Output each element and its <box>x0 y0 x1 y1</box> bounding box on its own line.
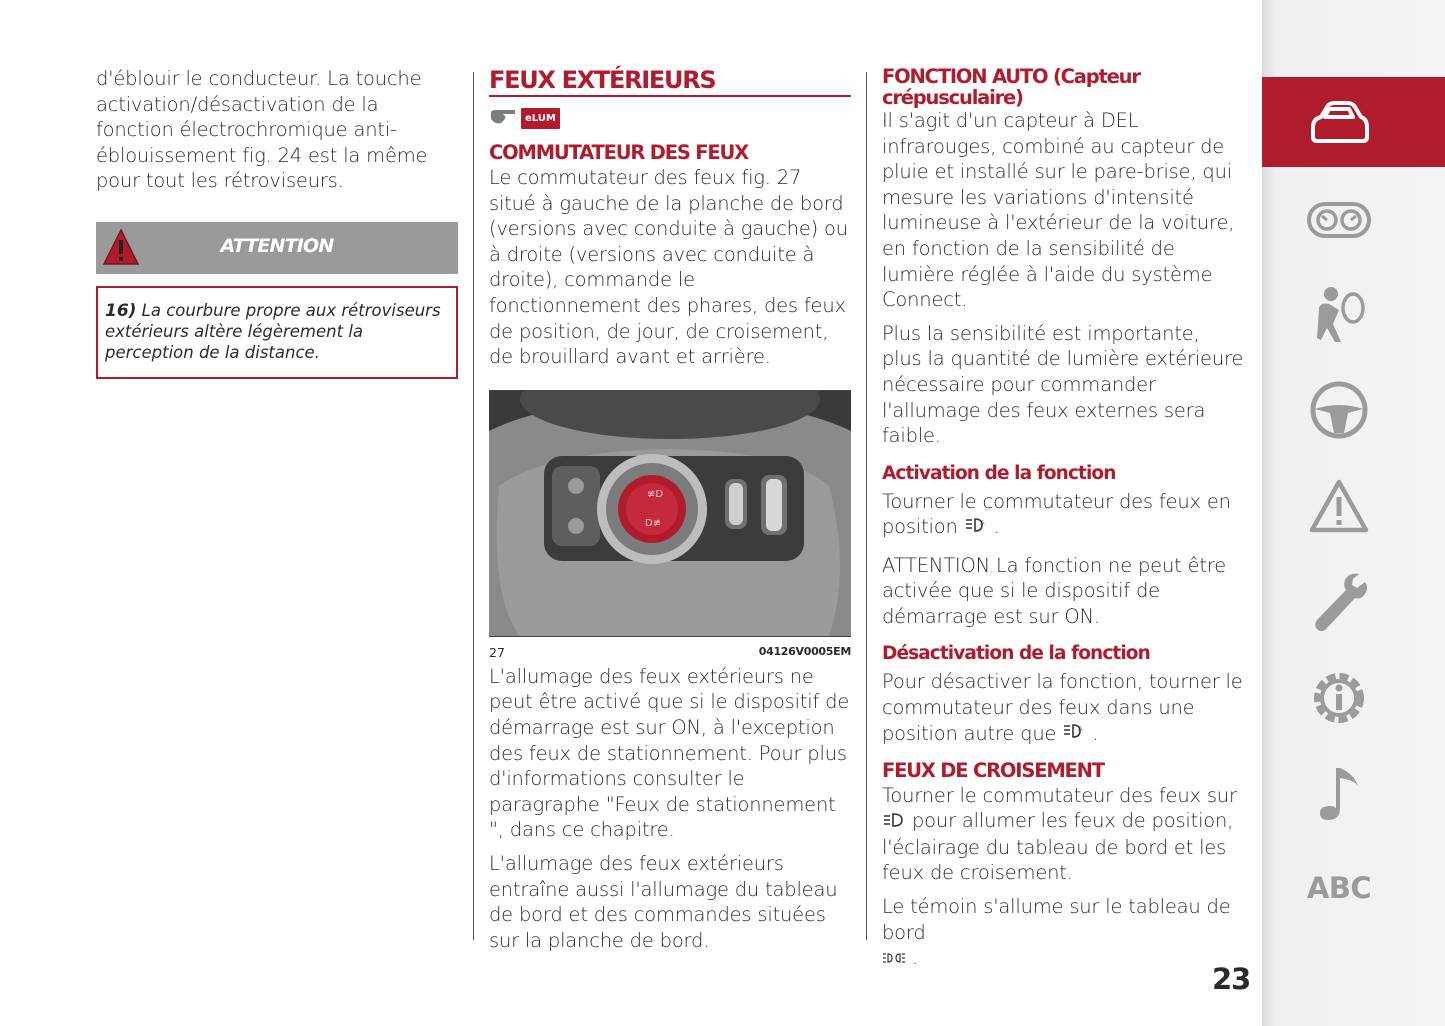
column-middle <box>489 66 851 961</box>
svg-text:D≢: D≢ <box>645 517 662 529</box>
elum-tag <box>489 107 851 129</box>
music-note-icon[interactable] <box>1300 759 1378 829</box>
croisement-text-post: pour allumer les feux de position, l'éclairage du tableau de bord et les feux de croisement. <box>882 809 1234 885</box>
paragraph: Il s'agit d'un capteur à DEL infrarouges, combiné au capteur de pluie et installé sur le pare-brise, qui mesure les variations d'intensité lumineuse à l'extérieur de la voiture, en fonction de la sensibilité de lumière réglée à l'aide du système Connect. <box>882 109 1235 312</box>
deactivation-title: Désactivation de la fonction <box>882 643 1150 665</box>
attention-banner <box>96 222 458 274</box>
activation-title: Activation de la fonction <box>882 462 1116 484</box>
paragraph <box>882 669 1244 746</box>
period: . <box>993 515 1000 539</box>
steering-wheel-icon[interactable] <box>1300 375 1378 445</box>
activation-text: Tourner le commutateur des feux en position <box>882 489 1231 539</box>
auto-lights-icon <box>1062 721 1086 747</box>
svg-text:A: A <box>979 519 985 528</box>
paragraph <box>882 783 1244 886</box>
figure-caption <box>489 645 851 660</box>
column-left <box>96 66 458 379</box>
wrench-icon[interactable] <box>1300 567 1378 637</box>
svg-text:A: A <box>1078 725 1083 734</box>
paragraph: ATTENTION La fonction ne peut être activée que si le dispositif de démarrage est sur ON. <box>882 553 1227 628</box>
croisement-text2: Le témoin s'allume sur le tableau de bord <box>882 894 1231 944</box>
abc-index-label[interactable]: ABC <box>1306 871 1372 905</box>
section-title: FEUX EXTÉRIEURS <box>489 66 851 97</box>
subsection-title: COMMUTATEUR DES FEUX <box>489 141 749 164</box>
period: . <box>1092 721 1099 745</box>
paragraph <box>882 894 1244 971</box>
deactivation-text: Pour désactiver la fonction, tourner le commutateur des feux dans une position autre que <box>882 670 1243 745</box>
period: . <box>912 946 918 970</box>
hand-pointer-icon <box>489 107 517 129</box>
car-icon[interactable] <box>1300 87 1378 157</box>
figure-number: 27 <box>489 644 505 660</box>
svg-text:≢D: ≢D <box>647 488 664 500</box>
paragraph: L'allumage des feux extérieurs entraîne aussi l'allumage du tableau de bord et des commandes situées sur la planche de bord. <box>489 851 838 952</box>
paragraph <box>882 489 1244 541</box>
attention-label: ATTENTION <box>220 234 334 257</box>
column-divider <box>866 72 867 940</box>
croisement-text-pre: Tourner le commutateur des feux sur <box>882 783 1237 807</box>
croisement-title: FEUX DE CROISEMENT <box>882 758 1104 782</box>
elum-badge: eLUM <box>521 108 560 129</box>
column-right <box>882 66 1244 979</box>
column-divider <box>473 72 474 940</box>
page-number: 23 <box>1212 962 1251 996</box>
light-switch-figure <box>489 390 851 637</box>
airbag-person-icon[interactable] <box>1300 279 1378 349</box>
intro-paragraph: d'éblouir le conducteur. La touche activation/désactivation de la fonction électrochromique anti-éblouissement fig. 24 est la même pour tout les rétroviseurs. <box>96 67 428 193</box>
figure-code: 04126V0005EM <box>758 644 851 658</box>
gauges-icon[interactable] <box>1300 185 1378 255</box>
paragraph: L'allumage des feux extérieurs ne peut être activé que si le dispositif de démarrage est sur ON, à l'exception des feux de stationnement. Pour plus d'informations consulter le paragraphe "Feux de stationnement ", dans ce chapitre. <box>489 664 850 842</box>
section-title: FONCTION AUTO (Capteur crépusculaire) <box>882 65 1140 109</box>
auto-lights-icon <box>964 515 988 541</box>
note-box <box>96 286 458 379</box>
note-number: 16) <box>105 300 137 321</box>
paragraph: Plus la sensibilité est importante, plus la quantité de lumière extérieure nécessaire pour commander l'allumage des feux externes sera faible. <box>882 321 1244 448</box>
low-beam-icon <box>882 809 906 835</box>
gear-info-icon[interactable] <box>1300 663 1378 733</box>
position-lights-telltale-icon <box>882 946 906 972</box>
paragraph: Le commutateur des feux fig. 27 situé à gauche de la planche de bord (versions avec conduite à gauche) ou à droite (versions avec conduite à droite), commande le fonctionnement des phares, des feux de position, de jour, de croisement, de brouillard avant et arrière. <box>489 166 848 369</box>
warning-triangle-icon[interactable] <box>1300 471 1378 541</box>
note-text: La courbure propre aux rétroviseurs extérieurs altère légèrement la perception de la distance. <box>105 300 441 362</box>
